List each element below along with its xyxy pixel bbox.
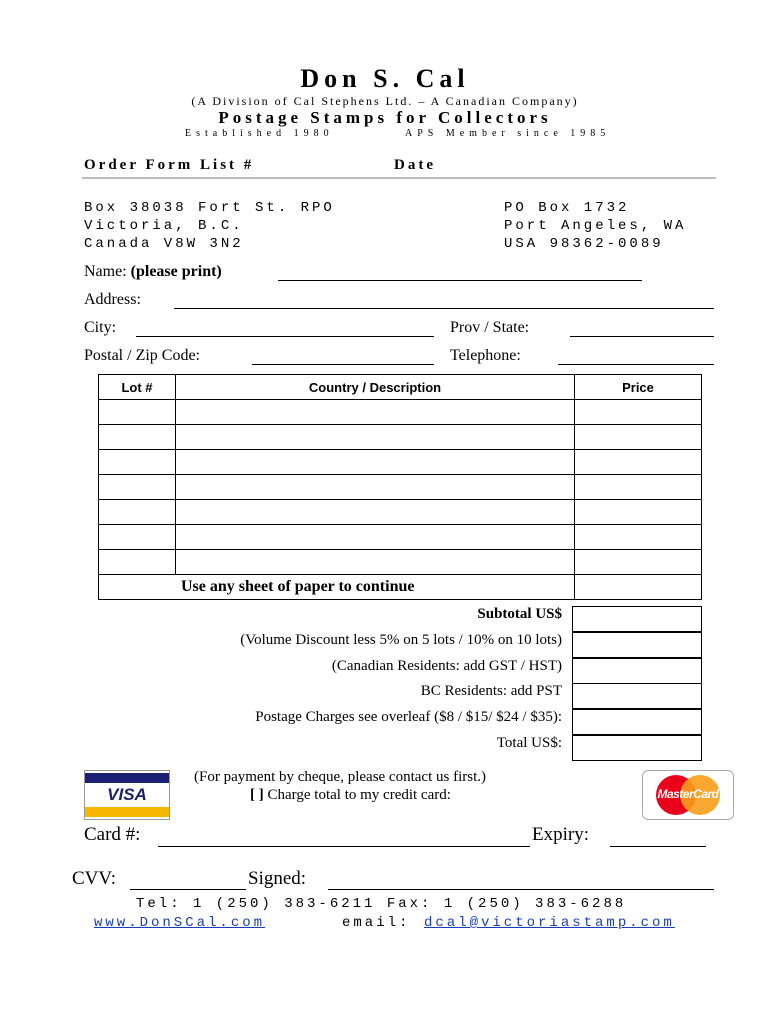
subtotal-box[interactable]	[572, 606, 702, 632]
description-header: Country / Description	[176, 375, 575, 400]
table-row	[99, 450, 702, 475]
continue-row	[99, 575, 702, 600]
telephone-label: Telephone:	[450, 347, 521, 364]
order-form-list-label: Order Form List #	[84, 157, 255, 173]
canada-address-line-1: Box 38038 Fort St. RPO	[84, 200, 335, 216]
visa-band-bottom	[85, 807, 169, 817]
cvv-field[interactable]	[130, 889, 246, 890]
price-cell[interactable]	[575, 550, 702, 575]
table-header-row	[99, 375, 702, 400]
gst-hst-label: (Canadian Residents: add GST / HST)	[331, 658, 562, 674]
city-field[interactable]	[136, 336, 434, 337]
order-items-table	[98, 374, 702, 600]
phone-fax: Tel: 1 (250) 383-6211 Fax: 1 (250) 383-6288	[136, 896, 627, 912]
price-cell[interactable]	[575, 575, 702, 600]
email-link[interactable]: dcal@victoriastamp.com	[424, 915, 675, 931]
visa-logo	[84, 770, 170, 820]
description-cell[interactable]	[176, 550, 575, 575]
card-number-label: Card #:	[84, 824, 141, 845]
lot-cell[interactable]	[99, 525, 176, 550]
postage-box[interactable]	[572, 709, 702, 735]
table-row	[99, 550, 702, 575]
price-cell[interactable]	[575, 500, 702, 525]
prov-state-label: Prov / State:	[450, 319, 530, 336]
charge-checkbox[interactable]: [ ]	[250, 787, 264, 803]
price-cell[interactable]	[575, 400, 702, 425]
prov-state-field[interactable]	[570, 336, 714, 337]
description-cell[interactable]	[176, 475, 575, 500]
table-row	[99, 500, 702, 525]
usa-address-line-2: Port Angeles, WA	[504, 218, 687, 234]
subtotal-label: Subtotal US$	[477, 606, 562, 622]
description-cell[interactable]	[176, 425, 575, 450]
volume-discount-label: (Volume Discount less 5% on 5 lots / 10% on 10 lots)	[240, 632, 562, 648]
canada-address-line-2: Victoria, B.C.	[84, 218, 244, 234]
price-header: Price	[575, 375, 702, 400]
company-subtitle: (A Division of Cal Stephens Ltd. – A Canadian Company)	[191, 94, 579, 108]
description-cell[interactable]	[176, 500, 575, 525]
company-tagline: Postage Stamps for Collectors	[218, 108, 552, 127]
usa-address-line-1: PO Box 1732	[504, 200, 630, 216]
usa-address-line-3: USA 98362-0089	[504, 236, 664, 252]
table-row	[99, 475, 702, 500]
address-label: Address:	[84, 291, 141, 308]
continue-note: Use any sheet of paper to continue	[99, 575, 575, 600]
pst-label: BC Residents: add PST	[420, 683, 562, 699]
card-number-field[interactable]	[158, 846, 530, 847]
description-cell[interactable]	[176, 525, 575, 550]
cheque-note: (For payment by cheque, please contact us first.)	[194, 769, 486, 785]
price-cell[interactable]	[575, 425, 702, 450]
description-cell[interactable]	[176, 450, 575, 475]
postal-code-label: Postal / Zip Code:	[84, 347, 200, 364]
price-cell[interactable]	[575, 525, 702, 550]
table-row	[99, 425, 702, 450]
total-label: Total US$:	[496, 735, 562, 751]
lot-cell[interactable]	[99, 550, 176, 575]
established-text: Established 1980	[185, 128, 334, 139]
lot-cell[interactable]	[99, 450, 176, 475]
name-hint: (please print)	[130, 263, 222, 280]
name-label-text: Name:	[84, 263, 127, 280]
telephone-field[interactable]	[558, 364, 714, 365]
canada-address-line-3: Canada V8W 3N2	[84, 236, 244, 252]
volume-discount-box[interactable]	[572, 632, 702, 658]
mastercard-logo	[642, 770, 734, 820]
header-divider	[82, 177, 716, 179]
lot-cell[interactable]	[99, 425, 176, 450]
name-label	[84, 263, 222, 281]
website-link[interactable]: www.DonSCal.com	[94, 915, 266, 931]
price-cell[interactable]	[575, 475, 702, 500]
company-title: Don S. Cal	[300, 64, 470, 93]
cvv-label: CVV:	[72, 868, 116, 889]
name-field[interactable]	[278, 280, 642, 281]
lot-cell[interactable]	[99, 400, 176, 425]
visa-text: VISA	[107, 785, 147, 804]
price-cell[interactable]	[575, 450, 702, 475]
signature-field[interactable]	[328, 889, 714, 890]
aps-member-text: APS Member since 1985	[405, 128, 611, 139]
charge-label: Charge total to my credit card:	[267, 787, 451, 803]
lot-cell[interactable]	[99, 500, 176, 525]
city-label: City:	[84, 319, 117, 336]
pst-box[interactable]	[572, 683, 702, 709]
signed-label: Signed:	[248, 868, 307, 889]
expiry-label: Expiry:	[532, 824, 589, 845]
gst-hst-box[interactable]	[572, 658, 702, 684]
postal-code-field[interactable]	[252, 364, 434, 365]
description-cell[interactable]	[176, 400, 575, 425]
table-row	[99, 525, 702, 550]
address-field[interactable]	[174, 308, 714, 309]
credit-card-option	[250, 787, 451, 804]
mastercard-text: MasterCard	[657, 787, 719, 801]
date-label: Date	[394, 157, 436, 173]
table-row	[99, 400, 702, 425]
email-label: email:	[342, 915, 411, 931]
lot-cell[interactable]	[99, 475, 176, 500]
postage-label: Postage Charges see overleaf ($8 / $15/ $24 / $35):	[255, 709, 562, 725]
lot-header: Lot #	[99, 375, 176, 400]
total-box[interactable]	[572, 735, 702, 761]
visa-band-top	[85, 773, 169, 783]
expiry-field[interactable]	[610, 846, 706, 847]
